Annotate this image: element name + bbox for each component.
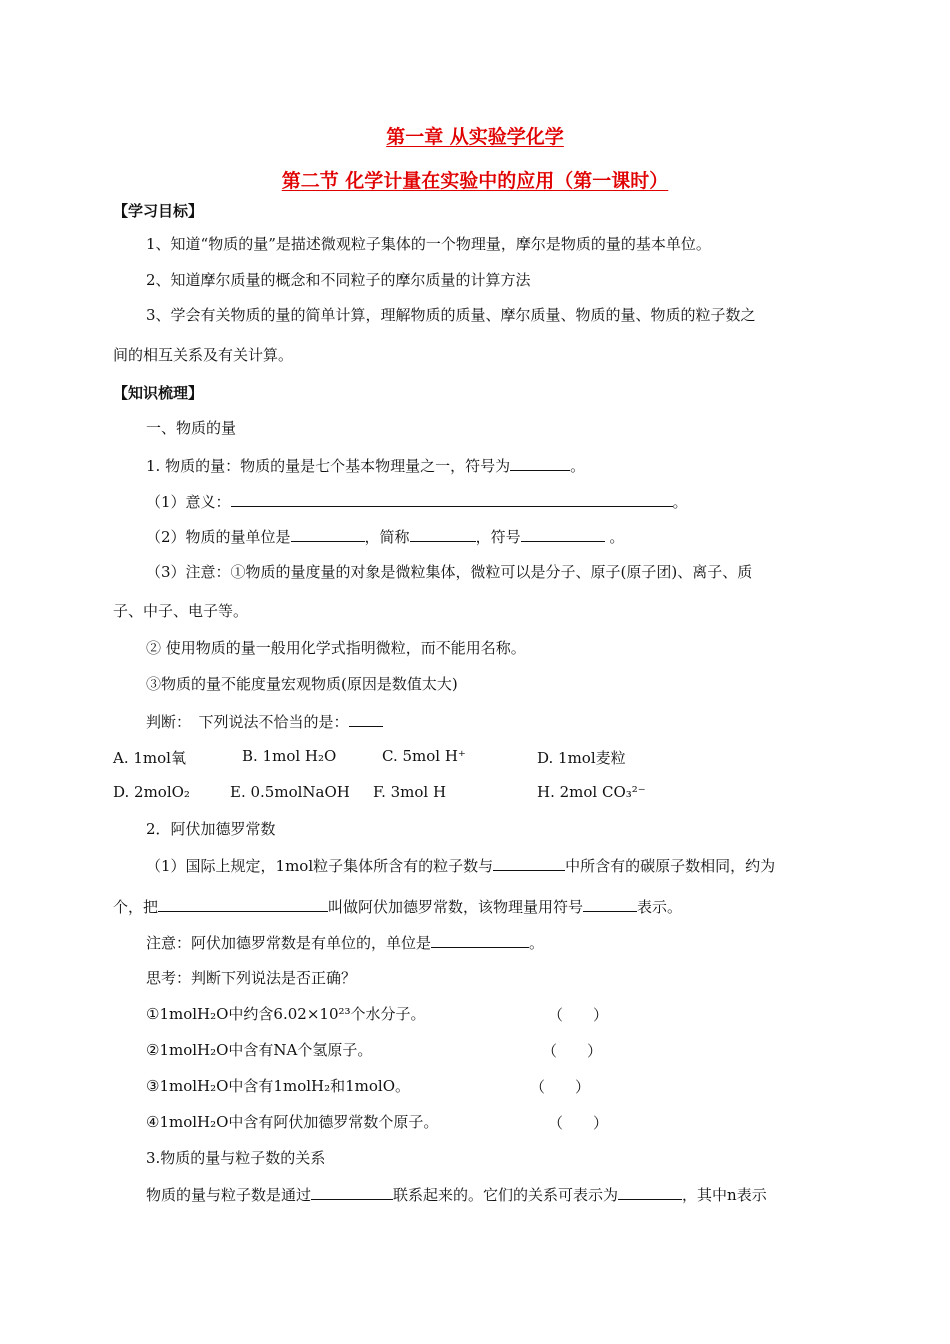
item1-text: 1. 物质的量：物质的量是七个基本物理量之一，符号为 (146, 457, 511, 475)
chapter-title: 第一章 从实验学化学 (386, 126, 564, 148)
think-mark-3[interactable]: （ ） (530, 1078, 591, 1096)
judge-blank[interactable] (349, 711, 383, 727)
avogadro-line-1 (146, 855, 775, 876)
think-mark-2[interactable]: （ ） (542, 1042, 603, 1060)
meaning-line (146, 491, 688, 512)
meaning-label: （1）意义： (146, 493, 231, 511)
option-c: C. 5mol H⁺ (382, 747, 466, 765)
unit-end: 。 (604, 528, 625, 546)
goal-item-1: 1、知道“物质的量”是描述微观粒子集体的一个物理量，摩尔是物质的量的基本单位。 (146, 235, 711, 253)
unit-of-constant-blank[interactable] (431, 932, 529, 948)
relation-text: 物质的量与粒子数是通过 (146, 1186, 312, 1204)
think-mark-1[interactable]: （ ） (548, 1006, 609, 1024)
option-e: E. 0.5molNaOH (230, 783, 350, 801)
think-line: 思考：判断下列说法是否正确？ (146, 969, 357, 987)
goal-item-3: 3、学会有关物质的量的简单计算，理解物质的质量、摩尔质量、物质的量、物质的粒子数之 (146, 306, 756, 324)
part3-title: 3.物质的量与粒子数的关系 (146, 1149, 326, 1167)
think-item-4: ④1molH₂O中含有阿伏加德罗常数个原子。 (146, 1113, 439, 1131)
judge-line (146, 711, 383, 732)
think-item-3: ③1molH₂O中含有1molH₂和1molO。 (146, 1077, 411, 1095)
note3-2: ② 使用物质的量一般用化学式指明微粒，而不能用名称。 (146, 639, 526, 657)
abbr-blank[interactable] (410, 526, 476, 542)
think-item-2: ②1molH₂O中含有NA个氢原子。 (146, 1041, 373, 1059)
avogadro-text-2c: 表示。 (637, 898, 683, 916)
symbol-blank[interactable] (510, 455, 570, 471)
option-d: D. 1mol麦粒 (537, 749, 626, 767)
relation-line (146, 1184, 767, 1205)
section-title: 第二节 化学计量在实验中的应用（第一课时） (281, 170, 669, 192)
relation-text-2: 联系起来的。它们的关系可表示为 (393, 1186, 619, 1204)
avogadro-text-1b: 中所含有的碳原子数相同，约为 (565, 857, 776, 875)
goal-item-3-cont: 间的相互关系及有关计算。 (113, 346, 294, 364)
unit-blank[interactable] (291, 526, 365, 542)
formula-blank[interactable] (618, 1184, 682, 1200)
knowledge-heading: 【知识梳理】 (113, 384, 204, 402)
unit-line (146, 526, 624, 547)
part1-title: 一、物质的量 (146, 419, 237, 437)
carbon-blank[interactable] (493, 855, 565, 871)
think-item-1: ①1molH₂O中约含6.02×10²³个水分子。 (146, 1005, 426, 1023)
unit-symbol-label: ，符号 (475, 528, 521, 546)
avogadro-text-2b: 叫做阿伏加德罗常数，该物理量用符号 (328, 898, 584, 916)
unit-symbol-blank[interactable] (521, 526, 605, 542)
option-a: A. 1mol氧 (113, 749, 186, 767)
meaning-end: 。 (672, 493, 688, 511)
item1-line (146, 455, 585, 476)
note3-line: （3）注意：①物质的量度量的对象是微粒集体，微粒可以是分子、原子(原子团)、离子、质 (146, 563, 753, 581)
option-b: B. 1mol H₂O (242, 747, 337, 765)
constant-symbol-blank[interactable] (583, 896, 637, 912)
avogadro-text-2: 个，把 (113, 898, 159, 916)
relation-text-3: ，其中n表示 (682, 1186, 767, 1204)
think-mark-4[interactable]: （ ） (548, 1114, 609, 1132)
unit-label: （2）物质的量单位是 (146, 528, 291, 546)
option-h: H. 2mol CO₃²⁻ (537, 783, 646, 801)
constant-blank[interactable] (158, 896, 328, 912)
note3-3: ③物质的量不能度量宏观物质(原因是数值太大) (146, 675, 458, 693)
avogadro-note-end: 。 (529, 934, 545, 952)
item1-end: 。 (570, 457, 586, 475)
avogadro-text-1: （1）国际上规定，1mol粒子集体所含有的粒子数与 (146, 857, 494, 875)
option-d2: D. 2molO₂ (113, 783, 190, 801)
option-f: F. 3mol H (373, 783, 447, 801)
avogadro-line-2 (113, 896, 682, 917)
note3-cont: 子、中子、电子等。 (113, 602, 249, 620)
part2-title: 2．阿伏加德罗常数 (146, 820, 276, 838)
goals-heading: 【学习目标】 (113, 202, 204, 220)
judge-text: 判断： 下列说法不恰当的是： (146, 713, 349, 731)
abbr-label: ，简称 (364, 528, 410, 546)
avogadro-note-text: 注意：阿伏加德罗常数是有单位的，单位是 (146, 934, 432, 952)
meaning-blank[interactable] (231, 491, 673, 507)
goal-item-2: 2、知道摩尔质量的概念和不同粒子的摩尔质量的计算方法 (146, 271, 531, 289)
link-blank[interactable] (311, 1184, 393, 1200)
avogadro-note (146, 932, 544, 953)
